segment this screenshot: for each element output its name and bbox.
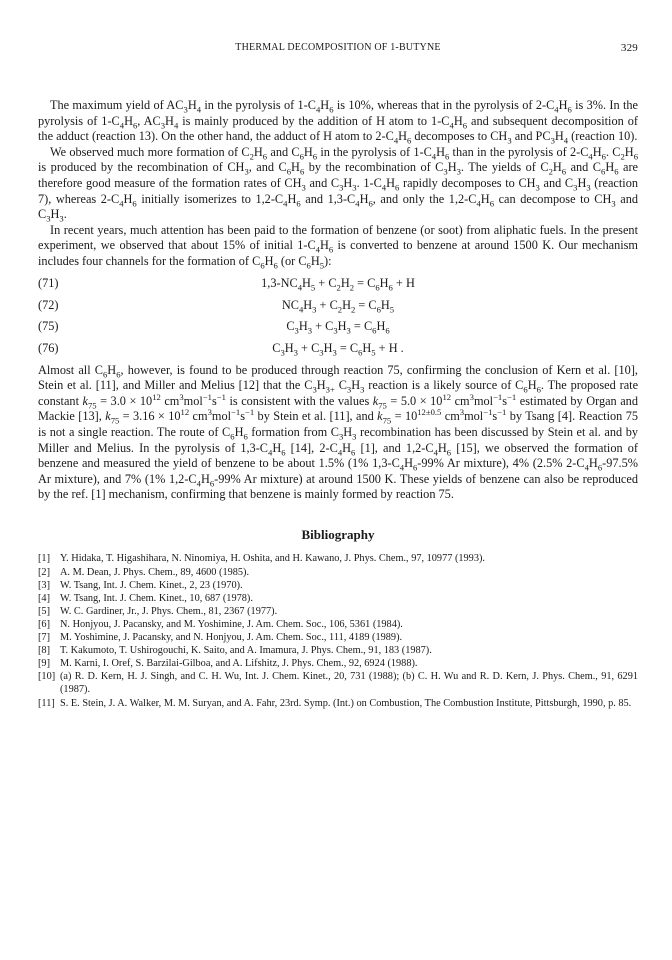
equation [38, 338, 638, 360]
reference-item [38, 605, 638, 618]
paragraph: We observed much more formation of $C_2H_6$ and $C_6H_6$ in the pyrolysis of $1-C_4H_6$ than in the pyrolysis of $2-C_4H_6$. $C_2H_6$ is produced by the recombination of $CH_3$, and $C_6H_6$ by the recombination of $C_3H_3$. The yields of $C_2H_6$ and $C_6H_6$ are therefore good measure of the formation rates of $CH_3$ and $C_3H_3$. $1-C_4H_6$ rapidly decomposes to $CH_3$ and $C_3H_3$ (reaction 7), whereas $2-C_4H_6$ initially isomerizes to $1,2-C_4H_6$ and $1,3-C_4H_6$, and only the $1,2-C_4H_6$ can decompose to $CH_3$ and $C_3H_3$. [38, 144, 639, 224]
equation-expression: $C_3H_3 + C_3H_3 = C_6H_6$ [286, 319, 390, 336]
reference-item [38, 579, 638, 592]
reference-item [38, 644, 638, 657]
reference-text: W. Tsang, Int. J. Chem. Kinet., 2, 23 (1970). [60, 579, 243, 591]
equation-number: (71) [38, 276, 59, 291]
reference-item [38, 657, 638, 670]
equation-expression: $NC_4H_3 + C_2H_2 = C_6H_5$ [281, 297, 395, 315]
reference-number: [3] [38, 579, 51, 591]
equation-number: (72) [38, 297, 59, 312]
reference-text: T. Kakumoto, T. Ushirogouchi, K. Saito, and A. Imamura, J. Phys. Chem., 91, 183 (1987). [60, 645, 432, 657]
page [38, 42, 639, 709]
equation [38, 274, 638, 296]
reference-number: [5] [38, 605, 51, 617]
reference-number: [4] [38, 592, 51, 604]
reference-item [38, 592, 638, 605]
reference-number: [9] [38, 658, 51, 670]
reference-number: [8] [38, 645, 51, 657]
equation-expression: $1,3-NC_4H_5 + C_2H_2 = C_6H_6 + H$ [261, 276, 415, 293]
bibliography-heading: Bibliography [301, 526, 375, 542]
reference-text: N. Honjyou, J. Pacansky, and M. Yoshimine, J. Am. Chem. Soc., 106, 5361 (1984). [60, 618, 403, 630]
reference-item [38, 670, 638, 696]
paragraph: In recent years, much attention has been paid to the formation of benzene (or soot) from aliphatic fuels. In the present experiment, we observed that about 15% of initial $1-C_4H_6$ is converted to benzene at around 1500 K. Our mechanism includes four channels for the formation of $C_6H_6$ (or $C_6H_5$): [38, 222, 638, 271]
reference-text: A. M. Dean, J. Phys. Chem., 89, 4600 (1985). [60, 566, 250, 578]
reference-item [38, 697, 638, 710]
reference-number: [1] [38, 553, 51, 565]
reference-text: M. Yoshimine, J. Pacansky, and N. Honjyou, J. Am. Chem. Soc., 111, 4189 (1989). [60, 632, 403, 644]
equation-expression: $C_3H_3 + C_3H_3 = C_6H_5 + H$ . [272, 340, 404, 358]
reference-text: W. Tsang, Int. J. Chem. Kinet., 10, 687 (1978). [60, 592, 253, 604]
body-text [38, 98, 638, 710]
bibliography-list [38, 552, 638, 709]
reference-text: Y. Hidaka, T. Higashihara, N. Ninomiya, H. Oshita, and H. Kawano, J. Phys. Chem., 97, 10977 (1993). [60, 553, 485, 565]
reference-number: [10] [38, 671, 56, 683]
reference-item [38, 618, 638, 631]
running-header [38, 42, 638, 60]
reference-item [38, 631, 638, 644]
reference-text: (a) R. D. Kern, H. J. Singh, and C. H. Wu, Int. J. Chem. Kinet., 20, 731 (1988); (b) C. H. Wu and R. D. Kern, J. Phys. Chem., 91, 6291 (1987). [60, 671, 638, 696]
equation [38, 317, 638, 339]
reference-number: [7] [38, 632, 51, 644]
reference-number: [6] [38, 618, 51, 630]
reference-text: M. Karni, I. Oref, S. Barzilai-Gilboa, and A. Lifshitz, J. Phys. Chem., 92, 6924 (1988). [60, 658, 418, 670]
paragraph: Almost all $C_6H_6$, however, is found to be produced through reaction 75, confirming the conclusion of Kern et al. [10], Stein et al. [11], and Miller and Melius [12] that the $C_3H_{3+}$ $C_3H_3$ reaction is a likely source of $C_6H_6$. The proposed rate constant $k_{75} = 3.0 \times 10^{12}$ $cm^3mol^{-1}s^{-1}$ is consistent with the values $k_{75} = 5.0 \times 10^{12}$ $cm^3mol^{-1}s^{-1}$ estimated by Organ and Mackie [13], $k_{75} = 3.16 \times 10^{12}$ $cm^3mol^{-1}s^{-1}$ by Stein et al. [11], and $k_{75} = 10^{12\pm 0.5}$ $cm^3mol^{-1}s^{-1}$ by Tsang [4]. Reaction 75 is not a single reaction. The route of $C_6H_6$ formation from $C_3H_3$ recombination has been discussed by Stein et al. and by Miller and Melius. In the pyrolysis of $1,3-C_4H_6$ [14], $2-C_4H_6$ [1], and $1,2-C_4H_6$ [15], we observed the formation of benzene and measured the yield of benzene to be about 1.5% (1% $1,3-C_4H_6-99\%$ Ar mixture), 4% (2.5% $2-C_4H_6-97.5\%$ Ar mixture), and 7% (1% $1,2-C_4H_6-99\%$ Ar mixture) at around 1500 K. These yields of benzene can also be reproduced by the ref. [1] mechanism, confirming that benzene is mainly formed by reaction 75. [38, 362, 639, 502]
equation-number: (76) [38, 340, 59, 355]
reference-text: W. C. Gardiner, Jr., J. Phys. Chem., 81, 2367 (1977). [60, 605, 278, 617]
reference-number: [11] [38, 697, 55, 709]
page-number: 329 [620, 42, 638, 54]
equation-block [38, 274, 638, 360]
running-title: THERMAL DECOMPOSITION OF 1-BUTYNE [235, 42, 441, 53]
reference-item [38, 552, 638, 565]
paragraph: The maximum yield of $AC_3H_4$ in the pyrolysis of $1-C_4H_6$ is 10%, whereas that in the pyrolysis of $2-C_4H_6$ is 3%. In the pyrolysis of $1-C_4H_6$, $AC_3H_4$ is mainly produced by the addition of H atom to $1-C_4H_6$ and subsequent decomposition of the adduct (reaction 13). On the other hand, the adduct of H atom to $2-C_4H_6$ decomposes to $CH_3$ and $PC_3H_4$ (reaction 10). [38, 98, 639, 146]
reference-item [38, 566, 638, 579]
reference-number: [2] [38, 566, 51, 578]
reference-text: S. E. Stein, J. A. Walker, M. M. Suryan, and A. Fahr, 23rd. Symp. (Int.) on Combustion, The Combustion Institute, Pittsburgh, 1990, p. 85. [60, 697, 632, 709]
equation [38, 295, 638, 317]
equation-number: (75) [38, 319, 59, 334]
